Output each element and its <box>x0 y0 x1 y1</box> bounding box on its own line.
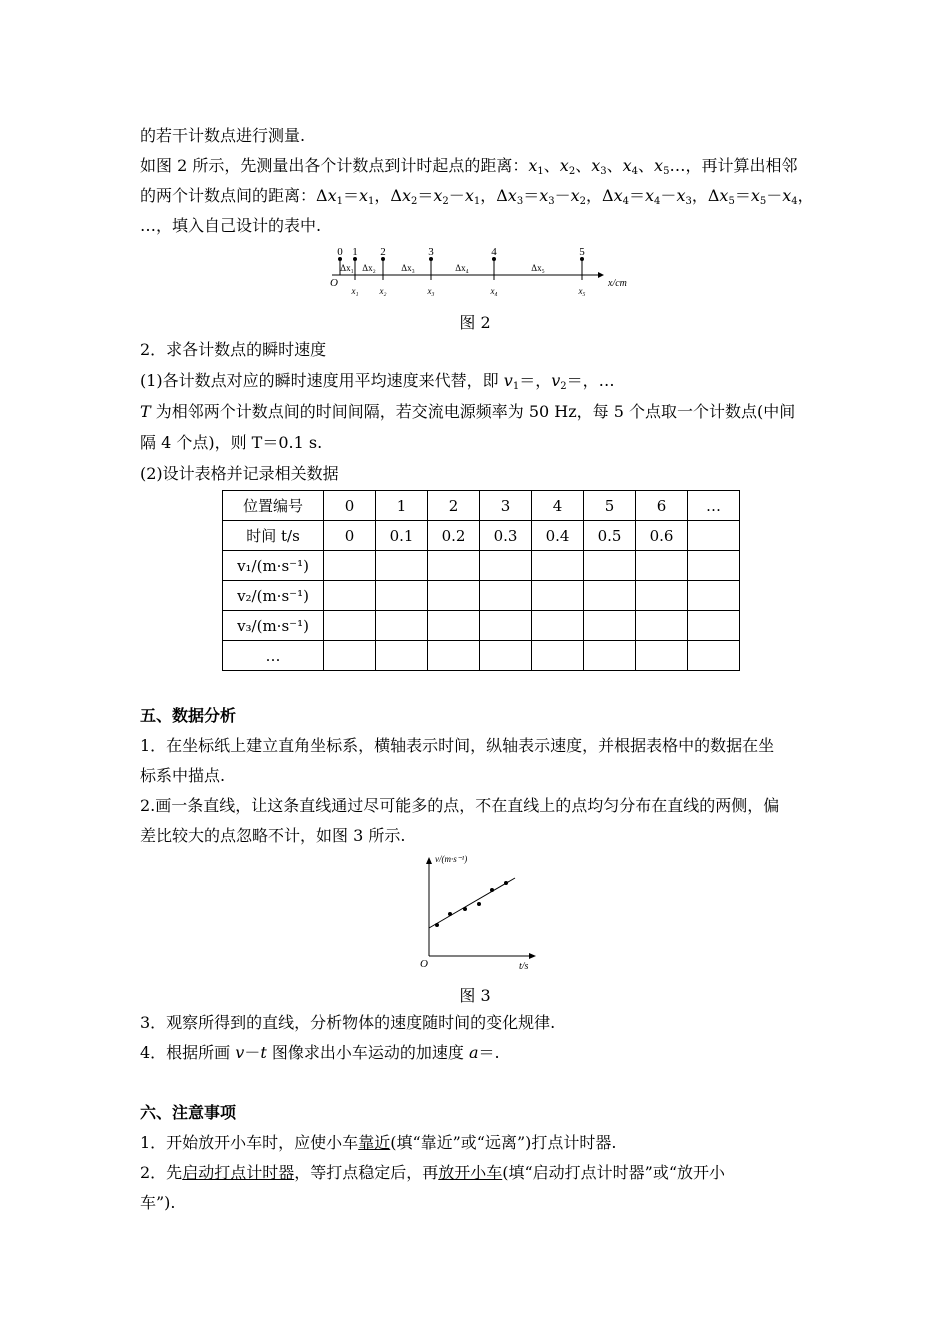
answer-kaojin: 靠近 <box>358 1133 391 1152</box>
table-cell: … <box>223 641 324 671</box>
table-row <box>223 611 740 641</box>
paragraph-1: 的若干计数点进行测量. <box>140 126 306 145</box>
data-point <box>504 881 508 885</box>
table-cell <box>636 611 688 641</box>
table-cell <box>636 641 688 671</box>
svg-text:5: 5 <box>579 246 585 258</box>
table-cell: 时间 t/s <box>223 521 324 551</box>
section-5-title: 五、数据分析 <box>140 706 237 725</box>
table-cell: 5 <box>584 491 636 521</box>
delta-x1-label: Δx₁ <box>340 263 354 273</box>
data-point <box>477 902 481 906</box>
x4-label: x₄ <box>490 286 498 296</box>
svg-text:4: 4 <box>491 246 497 258</box>
table-cell <box>532 551 584 581</box>
paragraph-note-2: 2．先启动打点计时器，等打点稳定后，再放开小车(填“启动打点计时器”或“放开小 <box>140 1163 726 1182</box>
table-cell: 位置编号 <box>223 491 324 521</box>
table-cell <box>324 641 376 671</box>
x5-label: x₅ <box>578 286 586 296</box>
section-6-title: 六、注意事项 <box>140 1103 237 1122</box>
paragraph-analysis-3: 3．观察所得到的直线，分析物体的速度随时间的变化规律. <box>140 1013 556 1032</box>
table-cell <box>584 641 636 671</box>
table-cell <box>480 641 532 671</box>
table-cell <box>688 521 740 551</box>
table-cell: 0.1 <box>376 521 428 551</box>
figure-3-caption: 图 3 <box>459 986 491 1005</box>
y-axis-label: v/(m·s⁻¹) <box>435 854 468 864</box>
table-cell <box>480 611 532 641</box>
delta-x4-label: Δx₄ <box>455 263 469 273</box>
x1-label: x₁ <box>351 286 359 296</box>
table-cell: 0.2 <box>428 521 480 551</box>
table-cell <box>428 641 480 671</box>
table-row <box>223 581 740 611</box>
paragraph-velocity: (1)各计数点对应的瞬时速度用平均速度来代替，即 $v_1=$，$v_2=$，… <box>140 371 615 392</box>
data-point <box>490 888 494 892</box>
table-cell <box>376 581 428 611</box>
section-2-title: 2．求各计数点的瞬时速度 <box>140 340 327 359</box>
table-row <box>223 641 740 671</box>
svg-text:3: 3 <box>428 246 434 258</box>
table-cell: 6 <box>636 491 688 521</box>
x2-label: x₂ <box>379 286 387 296</box>
paragraph-analysis-1b: 标系中描点. <box>140 766 226 785</box>
table-cell <box>376 551 428 581</box>
table-cell: 4 <box>532 491 584 521</box>
table-cell <box>688 641 740 671</box>
paragraph-analysis-1: 1．在坐标纸上建立直角坐标系，横轴表示时间，纵轴表示速度，并根据表格中的数据在坐 <box>140 736 775 755</box>
axis-label: x/cm <box>608 278 627 289</box>
table-row <box>223 521 740 551</box>
paragraph-analysis-2: 2.画一条直线，让这条直线通过尽可能多的点，不在直线上的点均匀分布在直线的两侧，偏 <box>140 796 780 815</box>
table-cell: 1 <box>376 491 428 521</box>
table-cell <box>324 551 376 581</box>
paragraph-analysis-2b: 差比较大的点忽略不计，如图 3 所示. <box>140 826 406 845</box>
table-row <box>223 491 740 521</box>
figure-2-tape-diagram <box>320 242 630 304</box>
paragraph-period-2: 隔 4 个点)，则 T＝0.1 s. <box>140 433 323 452</box>
table-cell: 0.6 <box>636 521 688 551</box>
table-cell <box>532 611 584 641</box>
table-cell <box>584 611 636 641</box>
delta-x5-label: Δx₅ <box>531 263 545 273</box>
table-cell <box>532 581 584 611</box>
answer-release-cart: 放开小车 <box>438 1163 503 1182</box>
table-cell: 0.4 <box>532 521 584 551</box>
paragraph-period: T 为相邻两个计数点间的时间间隔，若交流电源频率为 50 Hz，每 5 个点取一个计数点(中间 <box>140 402 796 421</box>
table-cell <box>688 611 740 641</box>
table-cell: v₁/(m·s⁻¹) <box>223 551 324 581</box>
fit-line <box>429 878 515 928</box>
svg-text:2: 2 <box>380 246 386 258</box>
table-cell <box>376 611 428 641</box>
table-cell <box>688 581 740 611</box>
table-cell: v₃/(m·s⁻¹) <box>223 611 324 641</box>
table-cell <box>324 581 376 611</box>
data-point <box>463 907 467 911</box>
table-cell <box>584 551 636 581</box>
table-cell <box>584 581 636 611</box>
table-row <box>223 551 740 581</box>
table-cell <box>428 581 480 611</box>
delta-x2-label: Δx₂ <box>362 263 376 273</box>
table-cell <box>376 641 428 671</box>
paragraph-4: …，填入自己设计的表中. <box>140 216 322 235</box>
table-cell <box>636 551 688 581</box>
table-cell: … <box>688 491 740 521</box>
table-cell: v₂/(m·s⁻¹) <box>223 581 324 611</box>
table-cell <box>532 641 584 671</box>
table-cell <box>324 611 376 641</box>
table-cell <box>688 551 740 581</box>
data-point <box>435 923 439 927</box>
x3-label: x₃ <box>427 286 435 296</box>
x-axis-label: t/s <box>519 961 529 972</box>
table-cell <box>428 551 480 581</box>
figure-2-caption: 图 2 <box>459 313 491 332</box>
table-cell <box>428 611 480 641</box>
svg-text:0: 0 <box>337 246 343 258</box>
table-cell <box>480 551 532 581</box>
paragraph-2: 如图 2 所示，先测量出各个计数点到计时起点的距离：$x_1$、$x_2$、$x_3$、$x_4$、$x_5\dots$，再计算出相邻 <box>140 156 798 177</box>
figure-3-vt-graph <box>415 852 545 976</box>
paragraph-note-2b: 车”). <box>140 1193 176 1212</box>
table-cell: 0 <box>324 521 376 551</box>
paragraph-analysis-4: 4．根据所画 v－t 图像求出小车运动的加速度 a＝. <box>140 1043 500 1062</box>
table-cell <box>636 581 688 611</box>
delta-x3-label: Δx₃ <box>401 263 415 273</box>
svg-text:1: 1 <box>352 246 358 258</box>
table-cell: 0.5 <box>584 521 636 551</box>
origin-label: O <box>330 277 338 289</box>
table-cell: 0 <box>324 491 376 521</box>
answer-start-timer: 启动打点计时器 <box>182 1163 295 1182</box>
origin-label: O <box>420 958 428 970</box>
data-point <box>448 912 452 916</box>
table-cell: 0.3 <box>480 521 532 551</box>
table-cell: 3 <box>480 491 532 521</box>
paragraph-note-1: 1．开始放开小车时，应使小车靠近(填“靠近”或“远离”)打点计时器. <box>140 1133 617 1152</box>
paragraph-table-intro: (2)设计表格并记录相关数据 <box>140 464 339 483</box>
table-cell <box>480 581 532 611</box>
table-cell: 2 <box>428 491 480 521</box>
paragraph-3: 的两个计数点间的距离：$\Delta x_1=x_1$，$\Delta x_2=x_2-x_1$，$\Delta x_3=x_3-x_2$，$\Delta x_4=x_4-x_3$，$\Delta x_5=x_5-x_4$， <box>140 186 814 207</box>
data-table <box>222 490 740 671</box>
